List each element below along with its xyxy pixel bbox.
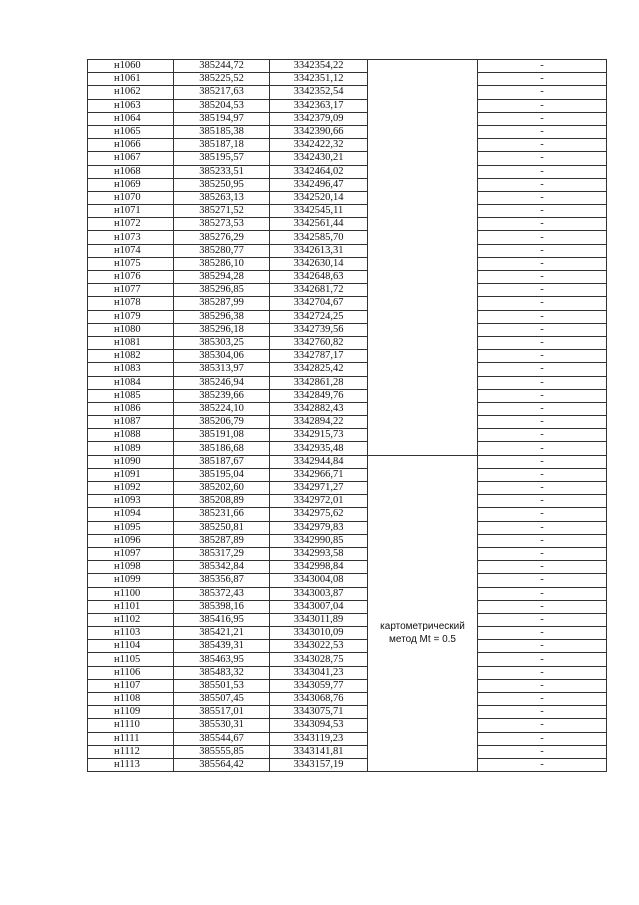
- mark-cell: -: [478, 389, 607, 402]
- x-coordinate-cell: 385225,52: [174, 73, 270, 86]
- y-coordinate-cell: 3342993,58: [270, 547, 368, 560]
- y-coordinate-cell: 3342882,43: [270, 402, 368, 415]
- x-coordinate-cell: 385313,97: [174, 363, 270, 376]
- mark-cell: -: [478, 758, 607, 771]
- x-coordinate-cell: 385287,99: [174, 297, 270, 310]
- table-row: [88, 613, 607, 626]
- method-cell-empty: [368, 60, 478, 456]
- mark-cell: -: [478, 482, 607, 495]
- method-label: картометрический метод Mt = 0.5: [380, 621, 465, 646]
- x-coordinate-cell: 385233,51: [174, 165, 270, 178]
- table-row: [88, 125, 607, 138]
- y-coordinate-cell: 3342972,01: [270, 495, 368, 508]
- point-id-cell: н1100: [88, 587, 174, 600]
- point-id-cell: н1106: [88, 666, 174, 679]
- y-coordinate-cell: 3342545,11: [270, 205, 368, 218]
- mark-cell: -: [478, 416, 607, 429]
- point-id-cell: н1087: [88, 416, 174, 429]
- point-id-cell: н1112: [88, 745, 174, 758]
- mark-cell: -: [478, 706, 607, 719]
- y-coordinate-cell: 3343068,76: [270, 693, 368, 706]
- mark-cell: -: [478, 336, 607, 349]
- mark-cell: -: [478, 561, 607, 574]
- table-row: [88, 640, 607, 653]
- y-coordinate-cell: 3342363,17: [270, 99, 368, 112]
- table-row: [88, 60, 607, 73]
- point-id-cell: н1062: [88, 86, 174, 99]
- x-coordinate-cell: 385186,68: [174, 442, 270, 455]
- table-row: [88, 165, 607, 178]
- y-coordinate-cell: 3342894,22: [270, 416, 368, 429]
- table-row: [88, 244, 607, 257]
- x-coordinate-cell: 385317,29: [174, 547, 270, 560]
- y-coordinate-cell: 3342464,02: [270, 165, 368, 178]
- y-coordinate-cell: 3343075,71: [270, 706, 368, 719]
- x-coordinate-cell: 385271,52: [174, 205, 270, 218]
- point-id-cell: н1079: [88, 310, 174, 323]
- table-row: [88, 521, 607, 534]
- table-row: [88, 389, 607, 402]
- table-row: [88, 350, 607, 363]
- mark-cell: -: [478, 693, 607, 706]
- y-coordinate-cell: 3342979,83: [270, 521, 368, 534]
- mark-cell: -: [478, 73, 607, 86]
- x-coordinate-cell: 385191,08: [174, 429, 270, 442]
- x-coordinate-cell: 385185,38: [174, 125, 270, 138]
- point-id-cell: н1085: [88, 389, 174, 402]
- y-coordinate-cell: 3343059,77: [270, 679, 368, 692]
- x-coordinate-cell: 385273,53: [174, 218, 270, 231]
- point-id-cell: н1103: [88, 627, 174, 640]
- x-coordinate-cell: 385286,10: [174, 257, 270, 270]
- x-coordinate-cell: 385194,97: [174, 112, 270, 125]
- mark-cell: -: [478, 244, 607, 257]
- x-coordinate-cell: 385202,60: [174, 482, 270, 495]
- point-id-cell: н1066: [88, 139, 174, 152]
- mark-cell: -: [478, 231, 607, 244]
- point-id-cell: н1110: [88, 719, 174, 732]
- x-coordinate-cell: 385356,87: [174, 574, 270, 587]
- mark-cell: -: [478, 205, 607, 218]
- y-coordinate-cell: 3342998,84: [270, 561, 368, 574]
- x-coordinate-cell: 385195,04: [174, 468, 270, 481]
- table-row: [88, 231, 607, 244]
- table-row: [88, 284, 607, 297]
- mark-cell: -: [478, 521, 607, 534]
- mark-cell: -: [478, 125, 607, 138]
- x-coordinate-cell: 385250,81: [174, 521, 270, 534]
- point-id-cell: н1101: [88, 600, 174, 613]
- mark-cell: -: [478, 745, 607, 758]
- point-id-cell: н1065: [88, 125, 174, 138]
- y-coordinate-cell: 3342520,14: [270, 191, 368, 204]
- x-coordinate-cell: 385483,32: [174, 666, 270, 679]
- point-id-cell: н1107: [88, 679, 174, 692]
- mark-cell: -: [478, 284, 607, 297]
- mark-cell: -: [478, 600, 607, 613]
- y-coordinate-cell: 3343010,09: [270, 627, 368, 640]
- mark-cell: -: [478, 455, 607, 468]
- point-id-cell: н1105: [88, 653, 174, 666]
- table-row: [88, 257, 607, 270]
- x-coordinate-cell: 385187,18: [174, 139, 270, 152]
- table-row: [88, 534, 607, 547]
- y-coordinate-cell: 3342990,85: [270, 534, 368, 547]
- mark-cell: -: [478, 310, 607, 323]
- point-id-cell: н1095: [88, 521, 174, 534]
- y-coordinate-cell: 3342935,48: [270, 442, 368, 455]
- table-row: [88, 574, 607, 587]
- x-coordinate-cell: 385416,95: [174, 613, 270, 626]
- y-coordinate-cell: 3342561,44: [270, 218, 368, 231]
- point-id-cell: н1102: [88, 613, 174, 626]
- y-coordinate-cell: 3342825,42: [270, 363, 368, 376]
- mark-cell: -: [478, 613, 607, 626]
- x-coordinate-cell: 385263,13: [174, 191, 270, 204]
- table-row: [88, 561, 607, 574]
- mark-cell: -: [478, 547, 607, 560]
- point-id-cell: н1063: [88, 99, 174, 112]
- mark-cell: -: [478, 574, 607, 587]
- point-id-cell: н1069: [88, 178, 174, 191]
- mark-cell: -: [478, 653, 607, 666]
- mark-cell: -: [478, 534, 607, 547]
- mark-cell: -: [478, 402, 607, 415]
- table-row: [88, 442, 607, 455]
- table-row: [88, 402, 607, 415]
- y-coordinate-cell: 3343141,81: [270, 745, 368, 758]
- table-row: [88, 73, 607, 86]
- x-coordinate-cell: 385555,85: [174, 745, 270, 758]
- table-row: [88, 495, 607, 508]
- table-row: [88, 323, 607, 336]
- method-cell: [368, 455, 478, 772]
- point-id-cell: н1077: [88, 284, 174, 297]
- x-coordinate-cell: 385421,21: [174, 627, 270, 640]
- x-coordinate-cell: 385372,43: [174, 587, 270, 600]
- x-coordinate-cell: 385564,42: [174, 758, 270, 771]
- point-id-cell: н1091: [88, 468, 174, 481]
- x-coordinate-cell: 385280,77: [174, 244, 270, 257]
- mark-cell: -: [478, 363, 607, 376]
- table-row: [88, 600, 607, 613]
- y-coordinate-cell: 3342352,54: [270, 86, 368, 99]
- point-id-cell: н1099: [88, 574, 174, 587]
- x-coordinate-cell: 385439,31: [174, 640, 270, 653]
- point-id-cell: н1076: [88, 271, 174, 284]
- table-row: [88, 508, 607, 521]
- x-coordinate-cell: 385296,85: [174, 284, 270, 297]
- table-row: [88, 310, 607, 323]
- x-coordinate-cell: 385517,01: [174, 706, 270, 719]
- y-coordinate-cell: 3342915,73: [270, 429, 368, 442]
- mark-cell: -: [478, 178, 607, 191]
- y-coordinate-cell: 3343003,87: [270, 587, 368, 600]
- y-coordinate-cell: 3343094,53: [270, 719, 368, 732]
- table-row: [88, 719, 607, 732]
- point-id-cell: н1092: [88, 482, 174, 495]
- x-coordinate-cell: 385187,67: [174, 455, 270, 468]
- table-row: [88, 482, 607, 495]
- mark-cell: -: [478, 640, 607, 653]
- point-id-cell: н1083: [88, 363, 174, 376]
- x-coordinate-cell: 385304,06: [174, 350, 270, 363]
- point-id-cell: н1109: [88, 706, 174, 719]
- y-coordinate-cell: 3342739,56: [270, 323, 368, 336]
- x-coordinate-cell: 385303,25: [174, 336, 270, 349]
- table-row: [88, 758, 607, 771]
- coordinates-table: [87, 59, 607, 772]
- x-coordinate-cell: 385224,10: [174, 402, 270, 415]
- y-coordinate-cell: 3342585,70: [270, 231, 368, 244]
- y-coordinate-cell: 3342422,32: [270, 139, 368, 152]
- y-coordinate-cell: 3342681,72: [270, 284, 368, 297]
- x-coordinate-cell: 385287,89: [174, 534, 270, 547]
- y-coordinate-cell: 3342760,82: [270, 336, 368, 349]
- table-row: [88, 416, 607, 429]
- table-row: [88, 627, 607, 640]
- x-coordinate-cell: 385231,66: [174, 508, 270, 521]
- point-id-cell: н1073: [88, 231, 174, 244]
- x-coordinate-cell: 385501,53: [174, 679, 270, 692]
- x-coordinate-cell: 385296,38: [174, 310, 270, 323]
- mark-cell: -: [478, 257, 607, 270]
- point-id-cell: н1111: [88, 732, 174, 745]
- y-coordinate-cell: 3342379,09: [270, 112, 368, 125]
- y-coordinate-cell: 3343041,23: [270, 666, 368, 679]
- y-coordinate-cell: 3342430,21: [270, 152, 368, 165]
- table-row: [88, 706, 607, 719]
- x-coordinate-cell: 385244,72: [174, 60, 270, 73]
- mark-cell: -: [478, 271, 607, 284]
- x-coordinate-cell: 385296,18: [174, 323, 270, 336]
- mark-cell: -: [478, 86, 607, 99]
- y-coordinate-cell: 3342971,27: [270, 482, 368, 495]
- point-id-cell: н1113: [88, 758, 174, 771]
- y-coordinate-cell: 3342496,47: [270, 178, 368, 191]
- point-id-cell: н1060: [88, 60, 174, 73]
- table-row: [88, 139, 607, 152]
- y-coordinate-cell: 3342966,71: [270, 468, 368, 481]
- table-row: [88, 587, 607, 600]
- x-coordinate-cell: 385530,31: [174, 719, 270, 732]
- table-row: [88, 152, 607, 165]
- table-row: [88, 271, 607, 284]
- y-coordinate-cell: 3343011,89: [270, 613, 368, 626]
- table-row: [88, 679, 607, 692]
- y-coordinate-cell: 3343004,08: [270, 574, 368, 587]
- mark-cell: -: [478, 60, 607, 73]
- table-row: [88, 653, 607, 666]
- point-id-cell: н1064: [88, 112, 174, 125]
- mark-cell: -: [478, 152, 607, 165]
- point-id-cell: н1070: [88, 191, 174, 204]
- point-id-cell: н1078: [88, 297, 174, 310]
- y-coordinate-cell: 3343028,75: [270, 653, 368, 666]
- point-id-cell: н1104: [88, 640, 174, 653]
- table-row: [88, 693, 607, 706]
- x-coordinate-cell: 385208,89: [174, 495, 270, 508]
- point-id-cell: н1082: [88, 350, 174, 363]
- table-row: [88, 732, 607, 745]
- x-coordinate-cell: 385204,53: [174, 99, 270, 112]
- y-coordinate-cell: 3343157,19: [270, 758, 368, 771]
- x-coordinate-cell: 385250,95: [174, 178, 270, 191]
- point-id-cell: н1081: [88, 336, 174, 349]
- table-row: [88, 666, 607, 679]
- point-id-cell: н1075: [88, 257, 174, 270]
- y-coordinate-cell: 3342704,67: [270, 297, 368, 310]
- table-row: [88, 429, 607, 442]
- y-coordinate-cell: 3342849,76: [270, 389, 368, 402]
- table-row: [88, 218, 607, 231]
- mark-cell: -: [478, 468, 607, 481]
- mark-cell: -: [478, 508, 607, 521]
- y-coordinate-cell: 3342613,31: [270, 244, 368, 257]
- mark-cell: -: [478, 495, 607, 508]
- y-coordinate-cell: 3343022,53: [270, 640, 368, 653]
- x-coordinate-cell: 385463,95: [174, 653, 270, 666]
- mark-cell: -: [478, 218, 607, 231]
- y-coordinate-cell: 3343119,23: [270, 732, 368, 745]
- y-coordinate-cell: 3342351,12: [270, 73, 368, 86]
- point-id-cell: н1084: [88, 376, 174, 389]
- mark-cell: -: [478, 112, 607, 125]
- y-coordinate-cell: 3342724,25: [270, 310, 368, 323]
- mark-cell: -: [478, 165, 607, 178]
- mark-cell: -: [478, 350, 607, 363]
- table-row: [88, 205, 607, 218]
- mark-cell: -: [478, 587, 607, 600]
- table-row: [88, 468, 607, 481]
- table-row: [88, 99, 607, 112]
- point-id-cell: н1068: [88, 165, 174, 178]
- table-row: [88, 112, 607, 125]
- mark-cell: -: [478, 666, 607, 679]
- y-coordinate-cell: 3342944,84: [270, 455, 368, 468]
- point-id-cell: н1093: [88, 495, 174, 508]
- coordinates-table-body: [88, 60, 607, 772]
- x-coordinate-cell: 385195,57: [174, 152, 270, 165]
- point-id-cell: н1094: [88, 508, 174, 521]
- point-id-cell: н1071: [88, 205, 174, 218]
- mark-cell: -: [478, 627, 607, 640]
- mark-cell: -: [478, 139, 607, 152]
- point-id-cell: н1096: [88, 534, 174, 547]
- y-coordinate-cell: 3342390,66: [270, 125, 368, 138]
- table-row: [88, 376, 607, 389]
- x-coordinate-cell: 385206,79: [174, 416, 270, 429]
- table-row: [88, 191, 607, 204]
- mark-cell: -: [478, 297, 607, 310]
- table-row: [88, 363, 607, 376]
- mark-cell: -: [478, 719, 607, 732]
- x-coordinate-cell: 385276,29: [174, 231, 270, 244]
- point-id-cell: н1090: [88, 455, 174, 468]
- point-id-cell: н1108: [88, 693, 174, 706]
- y-coordinate-cell: 3342354,22: [270, 60, 368, 73]
- point-id-cell: н1072: [88, 218, 174, 231]
- table-row: [88, 745, 607, 758]
- table-row: [88, 297, 607, 310]
- x-coordinate-cell: 385507,45: [174, 693, 270, 706]
- mark-cell: -: [478, 679, 607, 692]
- point-id-cell: н1080: [88, 323, 174, 336]
- y-coordinate-cell: 3343007,04: [270, 600, 368, 613]
- mark-cell: -: [478, 191, 607, 204]
- x-coordinate-cell: 385246,94: [174, 376, 270, 389]
- point-id-cell: н1097: [88, 547, 174, 560]
- y-coordinate-cell: 3342861,28: [270, 376, 368, 389]
- x-coordinate-cell: 385294,28: [174, 271, 270, 284]
- point-id-cell: н1089: [88, 442, 174, 455]
- y-coordinate-cell: 3342975,62: [270, 508, 368, 521]
- mark-cell: -: [478, 376, 607, 389]
- y-coordinate-cell: 3342648,63: [270, 271, 368, 284]
- y-coordinate-cell: 3342630,14: [270, 257, 368, 270]
- x-coordinate-cell: 385398,16: [174, 600, 270, 613]
- mark-cell: -: [478, 429, 607, 442]
- table-row: [88, 178, 607, 191]
- x-coordinate-cell: 385239,66: [174, 389, 270, 402]
- x-coordinate-cell: 385544,67: [174, 732, 270, 745]
- point-id-cell: н1098: [88, 561, 174, 574]
- point-id-cell: н1074: [88, 244, 174, 257]
- point-id-cell: н1086: [88, 402, 174, 415]
- point-id-cell: н1061: [88, 73, 174, 86]
- mark-cell: -: [478, 99, 607, 112]
- y-coordinate-cell: 3342787,17: [270, 350, 368, 363]
- table-row: [88, 547, 607, 560]
- table-row: [88, 86, 607, 99]
- table-row: [88, 336, 607, 349]
- point-id-cell: н1067: [88, 152, 174, 165]
- mark-cell: -: [478, 732, 607, 745]
- point-id-cell: н1088: [88, 429, 174, 442]
- x-coordinate-cell: 385342,84: [174, 561, 270, 574]
- mark-cell: -: [478, 323, 607, 336]
- x-coordinate-cell: 385217,63: [174, 86, 270, 99]
- table-row: [88, 455, 607, 468]
- mark-cell: -: [478, 442, 607, 455]
